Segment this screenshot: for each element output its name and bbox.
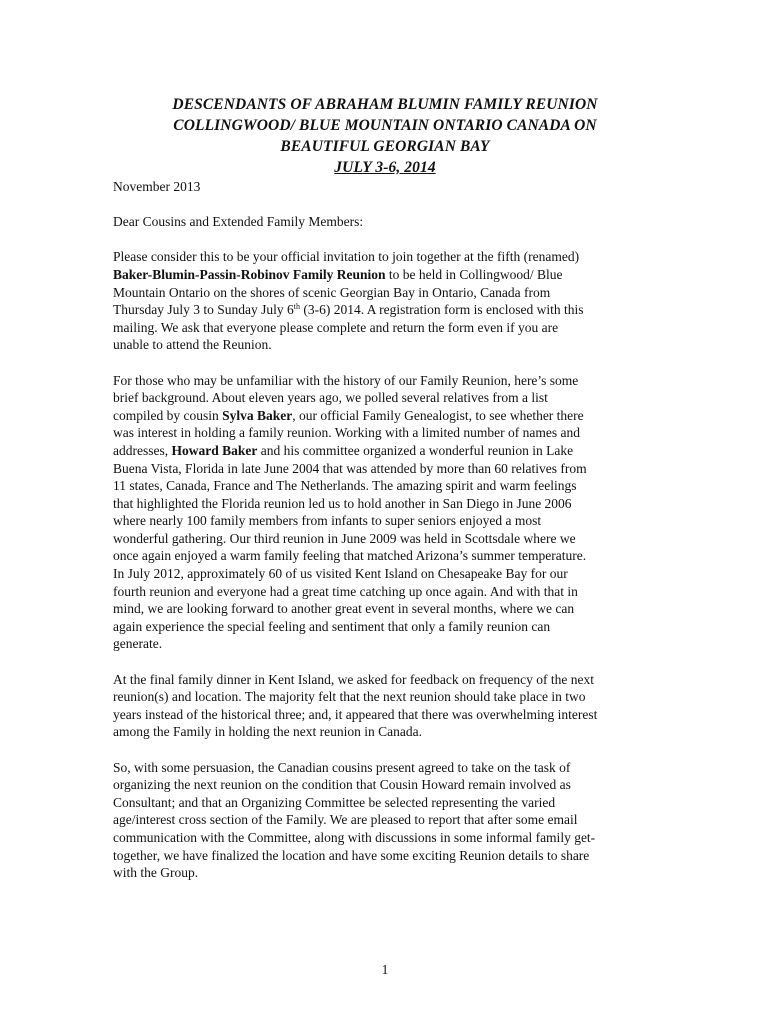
paragraph-line: addresses, Howard Baker and his committee organized a wonderful reunion in Lake: [113, 442, 574, 458]
letter-date: November 2013: [113, 179, 201, 194]
paragraph-line: Consultant; and that an Organizing Committee be selected representing the varied: [113, 794, 556, 810]
paragraph-line: Thursday July 3 to Sunday July 6th (3-6) 2014. A registration form is enclosed with this: [113, 302, 584, 318]
event-dates: JULY 3-6, 2014: [334, 159, 436, 176]
paragraph-line: compiled by cousin Sylva Baker, our official Family Genealogist, to see whether there: [113, 407, 584, 423]
salutation: Dear Cousins and Extended Family Members:: [113, 214, 364, 230]
paragraph-invitation: [113, 248, 658, 354]
letter-body: [113, 178, 658, 882]
paragraph-line: that highlighted the Florida reunion led us to hold another in San Diego in June 2006: [113, 495, 572, 511]
page-number: 1: [381, 962, 389, 977]
genealogist-name: Sylva Baker: [222, 407, 293, 423]
document-heading: [100, 94, 670, 178]
heading-line-3: BEAUTIFUL GEORGIAN BAY: [280, 138, 490, 155]
paragraph-line: age/interest cross section of the Family. We are pleased to report that after some email: [113, 812, 578, 828]
paragraph-feedback: [113, 671, 658, 741]
paragraph-line: generate.: [113, 636, 163, 652]
paragraph-line: communication with the Committee, along with discussions in some informal family get-: [113, 829, 596, 845]
paragraph-line: mind, we are looking forward to another great event in several months, where we can: [113, 601, 575, 617]
paragraph-line: unable to attend the Reunion.: [113, 337, 272, 353]
ordinal-suffix: th: [293, 302, 300, 312]
paragraph-line: Buena Vista, Florida in late June 2004 that was attended by more than 60 relatives from: [113, 460, 587, 476]
paragraph-line: among the Family in holding the next reunion in Canada.: [113, 724, 422, 740]
paragraph-line: So, with some persuasion, the Canadian cousins present agreed to take on the task of: [113, 759, 571, 775]
paragraph-line: where nearly 100 family members from infants to super seniors enjoyed a most: [113, 513, 542, 529]
paragraph-line: years instead of the historical three; and, it appeared that there was overwhelming interest: [113, 706, 598, 722]
paragraph-line: In July 2012, approximately 60 of us visited Kent Island on Chesapeake Bay for our: [113, 566, 568, 582]
paragraph-line: once again enjoyed a warm family feeling that matched Arizona’s summer temperature.: [113, 548, 587, 564]
paragraph-line: For those who may be unfamiliar with the history of our Family Reunion, here’s some: [113, 372, 579, 388]
paragraph-line: Mountain Ontario on the shores of scenic Georgian Bay in Ontario, Canada from: [113, 284, 551, 300]
paragraph-line: fourth reunion and everyone had a great time catching up once again. And with that in: [113, 583, 578, 599]
heading-line-1: DESCENDANTS OF ABRAHAM BLUMIN FAMILY REUNION: [172, 96, 598, 113]
reunion-name: Baker-Blumin-Passin-Robinov Family Reunion: [113, 266, 386, 282]
paragraph-line: Please consider this to be your official invitation to join together at the fifth (renamed): [113, 249, 580, 265]
paragraph-line: together, we have finalized the location and have some exciting Reunion details to share: [113, 847, 590, 863]
paragraph-organizing: [113, 759, 658, 882]
paragraph-line: brief background. About eleven years ago, we polled several relatives from a list: [113, 390, 548, 406]
paragraph-line: organizing the next reunion on the condition that Cousin Howard remain involved as: [113, 777, 571, 793]
paragraph-line: was interest in holding a family reunion. Working with a limited number of names and: [113, 425, 580, 441]
paragraph-line: mailing. We ask that everyone please complete and return the form even if you are: [113, 319, 559, 335]
paragraph-line: Baker-Blumin-Passin-Robinov Family Reunion to be held in Collingwood/ Blue: [113, 266, 563, 282]
paragraph-line: with the Group.: [113, 865, 199, 881]
paragraph-line: reunion(s) and location. The majority felt that the next reunion should take place in two: [113, 689, 586, 705]
heading-line-4: [100, 157, 670, 178]
paragraph-line: At the final family dinner in Kent Island, we asked for feedback on frequency of the next: [113, 671, 594, 687]
paragraph-line: wonderful gathering. Our third reunion in June 2009 was held in Scottsdale where we: [113, 530, 576, 546]
paragraph-background: [113, 372, 658, 654]
paragraph-line: again experience the special feeling and sentiment that only a family reunion can: [113, 618, 551, 634]
organizer-name: Howard Baker: [171, 442, 258, 458]
paragraph-line: 11 states, Canada, France and The Netherlands. The amazing spirit and warm feelings: [113, 478, 577, 494]
heading-line-2: COLLINGWOOD/ BLUE MOUNTAIN ONTARIO CANADA ON: [173, 117, 597, 134]
